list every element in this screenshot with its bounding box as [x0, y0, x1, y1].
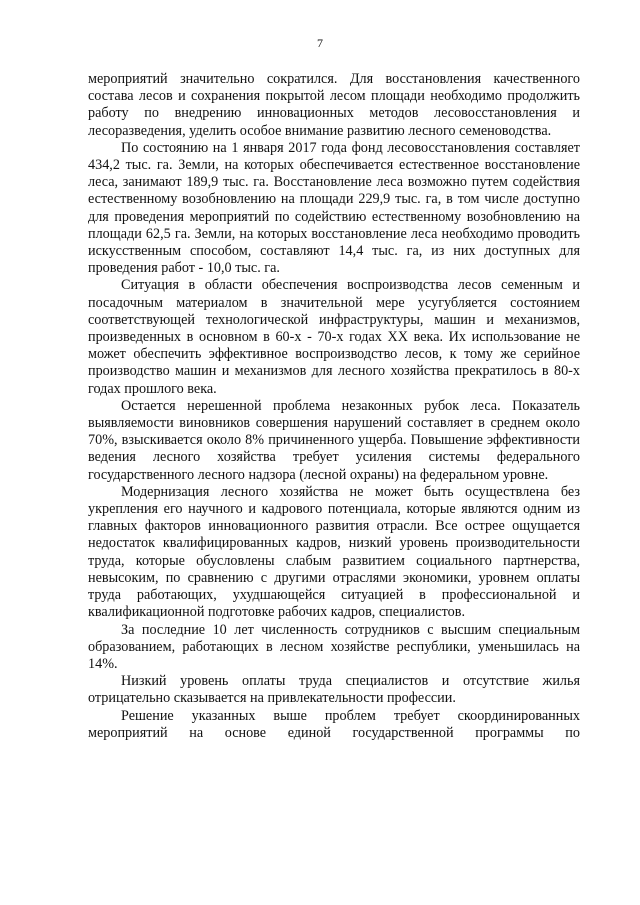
paragraph-solution: Решение указанных выше проблем требует скоординированных мероприятий на основе единой государственной программы по: [88, 707, 580, 741]
paragraph-low-wages: Низкий уровень оплаты труда специалистов и отсутствие жилья отрицательно сказывается на привлекательности профессии.: [88, 673, 580, 707]
document-body: [88, 71, 580, 742]
paragraph-continuation: мероприятий значительно сократился. Для восстановления качественного состава лесов и сохранения покрытой лесом площади необходимо продолжить работу по внедрению инновационных методов лесовосстановления и лесоразведения, уделить особое внимание развитию лесного семеноводства.: [88, 71, 580, 139]
paragraph-illegal-logging: Остается нерешенной проблема незаконных рубок леса. Показатель выявляемости виновников совершения нарушений составляет в среднем около 70%, взыскивается около 8% причиненного ущерба. Повышение эффективности ведения лесного хозяйства требует усиления системы федерального государственного лесного надзора (лесной охраны) на федеральном уровне.: [88, 397, 580, 483]
paragraph-reforestation-fund: По состоянию на 1 января 2017 года фонд лесовосстановления составляет 434,2 тыс. га. Земли, на которых обеспечивается естественное восстановление леса, занимают 189,9 тыс. га. Восстановление леса возможно путем содействия естественному возобновлению на площади 229,9 тыс. га, в том числе доступно для проведения мероприятий по содействию естественному возобновлению на площади 62,5 га. Земли, на которых восстановление леса необходимо проводить искусственным способом, составляют 14,4 тыс. га, из них доступных для проведения работ - 10,0 тыс. га.: [88, 139, 580, 277]
page-number: 7: [317, 36, 323, 50]
paragraph-seed-material: Ситуация в области обеспечения воспроизводства лесов семенным и посадочным материалом в значительной мере усугубляется состоянием соответствующей технологической инфраструктуры, машин и механизмов, произведенных в основном в 60-х - 70-х годах XX века. Их использование не может обеспечить эффективное воспроизводство лесов, к тому же серийное производство машин и механизмов для лесного хозяйства прекратилось в 80-х годах прошлого века.: [88, 277, 580, 397]
paragraph-staff-decline: За последние 10 лет численность сотрудников с высшим специальным образованием, работающих в лесном хозяйстве республики, уменьшилась на 14%.: [88, 621, 580, 672]
paragraph-modernization: Модернизация лесного хозяйства не может быть осуществлена без укрепления его научного и кадрового потенциала, которые являются одним из главных факторов инновационного развития отрасли. Все острее ощущается недостаток квалифицированных кадров, низкий уровень производительности труда, которые обусловлены слабым развитием социального партнерства, невысоким, по сравнению с другими отраслями экономики, уровнем оплаты труда работающих, ухудшающейся ситуацией в профессиональной и квалификационной подготовке рабочих кадров, специалистов.: [88, 483, 580, 621]
